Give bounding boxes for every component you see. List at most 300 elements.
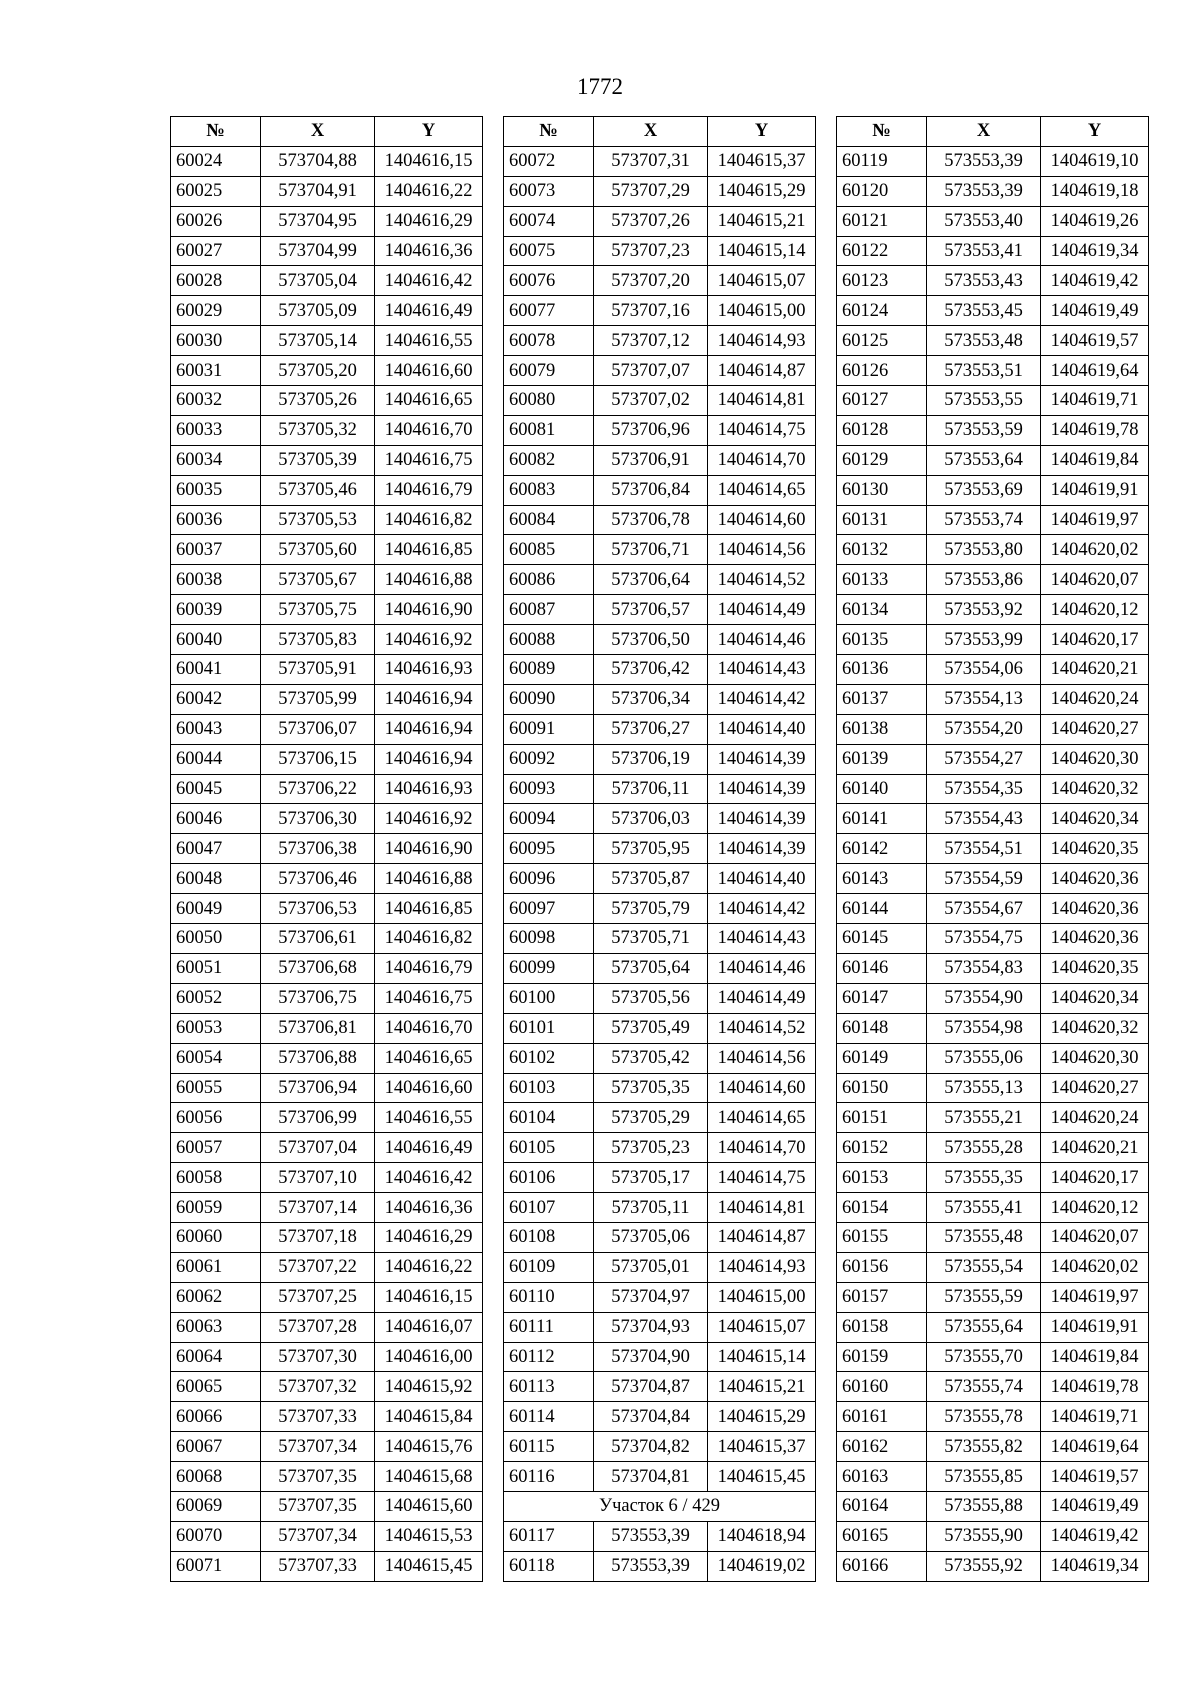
y-coordinate-cell: 1404616,22	[375, 1252, 483, 1282]
table-row	[504, 684, 816, 714]
point-number-cell: 60149	[837, 1043, 927, 1073]
point-number-cell: 60085	[504, 535, 594, 565]
y-coordinate-cell: 1404620,27	[1041, 714, 1149, 744]
page-number: 1772	[577, 74, 623, 99]
y-coordinate-cell: 1404614,93	[708, 1252, 816, 1282]
point-number-cell: 60052	[171, 983, 261, 1013]
y-coordinate-cell: 1404619,71	[1041, 386, 1149, 416]
table-row	[837, 864, 1149, 894]
y-coordinate-cell: 1404616,65	[375, 1043, 483, 1073]
x-coordinate-cell: 573704,99	[261, 236, 375, 266]
x-coordinate-cell: 573705,42	[594, 1043, 708, 1073]
table-row	[504, 445, 816, 475]
point-number-cell: 60097	[504, 894, 594, 924]
y-coordinate-cell: 1404614,39	[708, 804, 816, 834]
y-coordinate-cell: 1404615,84	[375, 1402, 483, 1432]
y-coordinate-cell: 1404619,10	[1041, 146, 1149, 176]
y-coordinate-cell: 1404615,00	[708, 296, 816, 326]
x-coordinate-cell: 573706,22	[261, 774, 375, 804]
x-coordinate-cell: 573707,04	[261, 1133, 375, 1163]
y-coordinate-cell: 1404620,17	[1041, 1163, 1149, 1193]
y-coordinate-cell: 1404614,52	[708, 1013, 816, 1043]
y-coordinate-cell: 1404616,55	[375, 1103, 483, 1133]
table-row	[171, 356, 483, 386]
x-coordinate-cell: 573553,80	[927, 535, 1041, 565]
y-coordinate-cell: 1404614,81	[708, 1193, 816, 1223]
table-row	[837, 625, 1149, 655]
table-row	[837, 236, 1149, 266]
table-row	[504, 1073, 816, 1103]
x-coordinate-cell: 573553,55	[927, 386, 1041, 416]
table-row	[171, 774, 483, 804]
table-row	[837, 744, 1149, 774]
table-row	[837, 1252, 1149, 1282]
y-coordinate-cell: 1404620,30	[1041, 744, 1149, 774]
x-coordinate-cell: 573706,88	[261, 1043, 375, 1073]
table-row	[504, 625, 816, 655]
table-row	[837, 326, 1149, 356]
x-coordinate-cell: 573707,14	[261, 1193, 375, 1223]
y-coordinate-cell: 1404614,87	[708, 356, 816, 386]
table-row	[171, 1402, 483, 1432]
x-coordinate-cell: 573707,20	[594, 266, 708, 296]
point-number-cell: 60058	[171, 1163, 261, 1193]
x-coordinate-cell: 573704,93	[594, 1312, 708, 1342]
y-coordinate-cell: 1404620,02	[1041, 1252, 1149, 1282]
point-number-cell: 60139	[837, 744, 927, 774]
table-row	[504, 296, 816, 326]
y-coordinate-cell: 1404615,92	[375, 1372, 483, 1402]
x-coordinate-cell: 573555,13	[927, 1073, 1041, 1103]
x-coordinate-cell: 573706,38	[261, 834, 375, 864]
x-coordinate-cell: 573705,87	[594, 864, 708, 894]
point-number-cell: 60156	[837, 1252, 927, 1282]
table-row	[837, 1103, 1149, 1133]
header-x: X	[594, 117, 708, 147]
table-row	[171, 924, 483, 954]
point-number-cell: 60157	[837, 1282, 927, 1312]
y-coordinate-cell: 1404616,92	[375, 625, 483, 655]
table-row	[504, 804, 816, 834]
x-coordinate-cell: 573707,12	[594, 326, 708, 356]
coordinates-table-3	[836, 116, 1149, 1582]
x-coordinate-cell: 573706,11	[594, 774, 708, 804]
x-coordinate-cell: 573555,64	[927, 1312, 1041, 1342]
point-number-cell: 60093	[504, 774, 594, 804]
point-number-cell: 60090	[504, 684, 594, 714]
point-number-cell: 60143	[837, 864, 927, 894]
table-row	[171, 1342, 483, 1372]
table-row	[171, 475, 483, 505]
y-coordinate-cell: 1404619,34	[1041, 1551, 1149, 1581]
table-row	[171, 445, 483, 475]
point-number-cell: 60068	[171, 1462, 261, 1492]
table-row	[171, 834, 483, 864]
point-number-cell: 60127	[837, 386, 927, 416]
x-coordinate-cell: 573706,96	[594, 415, 708, 445]
table-row	[171, 146, 483, 176]
point-number-cell: 60059	[171, 1193, 261, 1223]
point-number-cell: 60114	[504, 1402, 594, 1432]
x-coordinate-cell: 573704,95	[261, 206, 375, 236]
table-row	[171, 296, 483, 326]
x-coordinate-cell: 573553,45	[927, 296, 1041, 326]
y-coordinate-cell: 1404616,55	[375, 326, 483, 356]
point-number-cell: 60126	[837, 356, 927, 386]
x-coordinate-cell: 573706,78	[594, 505, 708, 535]
y-coordinate-cell: 1404616,70	[375, 415, 483, 445]
point-number-cell: 60044	[171, 744, 261, 774]
x-coordinate-cell: 573555,06	[927, 1043, 1041, 1073]
y-coordinate-cell: 1404614,52	[708, 565, 816, 595]
x-coordinate-cell: 573555,88	[927, 1491, 1041, 1521]
x-coordinate-cell: 573554,75	[927, 924, 1041, 954]
table-row	[837, 356, 1149, 386]
point-number-cell: 60138	[837, 714, 927, 744]
table-row	[837, 415, 1149, 445]
x-coordinate-cell: 573554,98	[927, 1013, 1041, 1043]
table-row	[504, 1193, 816, 1223]
point-number-cell: 60030	[171, 326, 261, 356]
table-row	[837, 1013, 1149, 1043]
point-number-cell: 60024	[171, 146, 261, 176]
point-number-cell: 60055	[171, 1073, 261, 1103]
table-row	[171, 1432, 483, 1462]
x-coordinate-cell: 573705,95	[594, 834, 708, 864]
y-coordinate-cell: 1404614,39	[708, 774, 816, 804]
point-number-cell: 60033	[171, 415, 261, 445]
point-number-cell: 60121	[837, 206, 927, 236]
x-coordinate-cell: 573554,43	[927, 804, 1041, 834]
table-row	[171, 326, 483, 356]
point-number-cell: 60129	[837, 445, 927, 475]
table-row	[504, 266, 816, 296]
y-coordinate-cell: 1404616,88	[375, 864, 483, 894]
x-coordinate-cell: 573705,91	[261, 655, 375, 685]
x-coordinate-cell: 573707,18	[261, 1222, 375, 1252]
table-row	[837, 1372, 1149, 1402]
point-number-cell: 60122	[837, 236, 927, 266]
table-row	[837, 1222, 1149, 1252]
y-coordinate-cell: 1404620,36	[1041, 894, 1149, 924]
y-coordinate-cell: 1404619,91	[1041, 1312, 1149, 1342]
point-number-cell: 60053	[171, 1013, 261, 1043]
y-coordinate-cell: 1404614,43	[708, 924, 816, 954]
y-coordinate-cell: 1404614,56	[708, 535, 816, 565]
table-row	[837, 475, 1149, 505]
y-coordinate-cell: 1404619,71	[1041, 1402, 1149, 1432]
table-row	[504, 1163, 816, 1193]
y-coordinate-cell: 1404616,00	[375, 1342, 483, 1372]
x-coordinate-cell: 573705,35	[594, 1073, 708, 1103]
point-number-cell: 60096	[504, 864, 594, 894]
point-number-cell: 60165	[837, 1521, 927, 1551]
table-row	[837, 445, 1149, 475]
point-number-cell: 60131	[837, 505, 927, 535]
x-coordinate-cell: 573706,94	[261, 1073, 375, 1103]
point-number-cell: 60137	[837, 684, 927, 714]
x-coordinate-cell: 573705,75	[261, 595, 375, 625]
y-coordinate-cell: 1404616,29	[375, 206, 483, 236]
x-coordinate-cell: 573706,84	[594, 475, 708, 505]
x-coordinate-cell: 573555,70	[927, 1342, 1041, 1372]
table-row	[171, 655, 483, 685]
point-number-cell: 60153	[837, 1163, 927, 1193]
point-number-cell: 60164	[837, 1491, 927, 1521]
y-coordinate-cell: 1404616,92	[375, 804, 483, 834]
table-header-row	[504, 117, 816, 147]
x-coordinate-cell: 573706,42	[594, 655, 708, 685]
point-number-cell: 60073	[504, 176, 594, 206]
point-number-cell: 60120	[837, 176, 927, 206]
point-number-cell: 60038	[171, 565, 261, 595]
y-coordinate-cell: 1404614,60	[708, 505, 816, 535]
point-number-cell: 60148	[837, 1013, 927, 1043]
table-row	[171, 505, 483, 535]
table-row	[504, 1133, 816, 1163]
point-number-cell: 60133	[837, 565, 927, 595]
point-number-cell: 60050	[171, 924, 261, 954]
table-row	[171, 744, 483, 774]
y-coordinate-cell: 1404620,32	[1041, 774, 1149, 804]
table-row	[504, 894, 816, 924]
table-row	[837, 774, 1149, 804]
x-coordinate-cell: 573705,79	[594, 894, 708, 924]
table-row	[504, 535, 816, 565]
table-row	[504, 1342, 816, 1372]
point-number-cell: 60035	[171, 475, 261, 505]
x-coordinate-cell: 573707,22	[261, 1252, 375, 1282]
x-coordinate-cell: 573706,50	[594, 625, 708, 655]
x-coordinate-cell: 573707,32	[261, 1372, 375, 1402]
section-row	[504, 1491, 816, 1521]
y-coordinate-cell: 1404619,97	[1041, 505, 1149, 535]
point-number-cell: 60102	[504, 1043, 594, 1073]
point-number-cell: 60086	[504, 565, 594, 595]
x-coordinate-cell: 573706,57	[594, 595, 708, 625]
table-row	[171, 1133, 483, 1163]
point-number-cell: 60037	[171, 535, 261, 565]
y-coordinate-cell: 1404619,57	[1041, 1462, 1149, 1492]
point-number-cell: 60136	[837, 655, 927, 685]
point-number-cell: 60083	[504, 475, 594, 505]
x-coordinate-cell: 573706,61	[261, 924, 375, 954]
y-coordinate-cell: 1404619,78	[1041, 1372, 1149, 1402]
point-number-cell: 60054	[171, 1043, 261, 1073]
point-number-cell: 60125	[837, 326, 927, 356]
x-coordinate-cell: 573706,34	[594, 684, 708, 714]
point-number-cell: 60130	[837, 475, 927, 505]
point-number-cell: 60065	[171, 1372, 261, 1402]
y-coordinate-cell: 1404616,79	[375, 953, 483, 983]
x-coordinate-cell: 573555,35	[927, 1163, 1041, 1193]
point-number-cell: 60060	[171, 1222, 261, 1252]
y-coordinate-cell: 1404619,42	[1041, 266, 1149, 296]
table-row	[837, 1342, 1149, 1372]
x-coordinate-cell: 573705,29	[594, 1103, 708, 1133]
table-row	[171, 595, 483, 625]
point-number-cell: 60026	[171, 206, 261, 236]
y-coordinate-cell: 1404614,87	[708, 1222, 816, 1252]
x-coordinate-cell: 573553,92	[927, 595, 1041, 625]
x-coordinate-cell: 573554,51	[927, 834, 1041, 864]
y-coordinate-cell: 1404614,40	[708, 714, 816, 744]
point-number-cell: 60075	[504, 236, 594, 266]
table-row	[171, 206, 483, 236]
x-coordinate-cell: 573553,86	[927, 565, 1041, 595]
table-row	[837, 1073, 1149, 1103]
table-row	[837, 1163, 1149, 1193]
table-row	[837, 565, 1149, 595]
table-row	[171, 625, 483, 655]
point-number-cell: 60084	[504, 505, 594, 535]
x-coordinate-cell: 573554,35	[927, 774, 1041, 804]
point-number-cell: 60067	[171, 1432, 261, 1462]
point-number-cell: 60158	[837, 1312, 927, 1342]
table-row	[171, 535, 483, 565]
x-coordinate-cell: 573707,02	[594, 386, 708, 416]
point-number-cell: 60032	[171, 386, 261, 416]
point-number-cell: 60043	[171, 714, 261, 744]
point-number-cell: 60110	[504, 1282, 594, 1312]
table-row	[171, 1491, 483, 1521]
x-coordinate-cell: 573707,10	[261, 1163, 375, 1193]
point-number-cell: 60134	[837, 595, 927, 625]
point-number-cell: 60039	[171, 595, 261, 625]
point-number-cell: 60113	[504, 1372, 594, 1402]
x-coordinate-cell: 573554,06	[927, 655, 1041, 685]
y-coordinate-cell: 1404616,90	[375, 595, 483, 625]
x-coordinate-cell: 573553,43	[927, 266, 1041, 296]
point-number-cell: 60047	[171, 834, 261, 864]
y-coordinate-cell: 1404620,32	[1041, 1013, 1149, 1043]
coordinates-table-1	[170, 116, 483, 1582]
x-coordinate-cell: 573553,69	[927, 475, 1041, 505]
x-coordinate-cell: 573705,60	[261, 535, 375, 565]
y-coordinate-cell: 1404614,65	[708, 1103, 816, 1133]
table-row	[504, 1103, 816, 1133]
x-coordinate-cell: 573706,81	[261, 1013, 375, 1043]
table-row	[171, 1282, 483, 1312]
y-coordinate-cell: 1404615,29	[708, 176, 816, 206]
y-coordinate-cell: 1404614,49	[708, 983, 816, 1013]
point-number-cell: 60051	[171, 953, 261, 983]
point-number-cell: 60079	[504, 356, 594, 386]
y-coordinate-cell: 1404620,07	[1041, 1222, 1149, 1252]
point-number-cell: 60135	[837, 625, 927, 655]
point-number-cell: 60154	[837, 1193, 927, 1223]
table-row	[171, 1013, 483, 1043]
x-coordinate-cell: 573555,21	[927, 1103, 1041, 1133]
y-coordinate-cell: 1404616,93	[375, 655, 483, 685]
y-coordinate-cell: 1404614,42	[708, 684, 816, 714]
point-number-cell: 60101	[504, 1013, 594, 1043]
table-row	[504, 415, 816, 445]
point-number-cell: 60108	[504, 1222, 594, 1252]
section-label: Участок 6 / 429	[504, 1491, 816, 1521]
y-coordinate-cell: 1404620,21	[1041, 1133, 1149, 1163]
x-coordinate-cell: 573706,64	[594, 565, 708, 595]
y-coordinate-cell: 1404616,42	[375, 266, 483, 296]
table-row	[171, 236, 483, 266]
point-number-cell: 60159	[837, 1342, 927, 1372]
y-coordinate-cell: 1404619,02	[708, 1551, 816, 1581]
point-number-cell: 60099	[504, 953, 594, 983]
point-number-cell: 60147	[837, 983, 927, 1013]
header-num: №	[504, 117, 594, 147]
y-coordinate-cell: 1404614,46	[708, 625, 816, 655]
point-number-cell: 60103	[504, 1073, 594, 1103]
point-number-cell: 60066	[171, 1402, 261, 1432]
y-coordinate-cell: 1404616,94	[375, 714, 483, 744]
point-number-cell: 60106	[504, 1163, 594, 1193]
point-number-cell: 60142	[837, 834, 927, 864]
table-row	[171, 565, 483, 595]
x-coordinate-cell: 573555,92	[927, 1551, 1041, 1581]
table-row	[837, 266, 1149, 296]
point-number-cell: 60118	[504, 1551, 594, 1581]
table-row	[837, 1312, 1149, 1342]
x-coordinate-cell: 573706,07	[261, 714, 375, 744]
y-coordinate-cell: 1404615,60	[375, 1491, 483, 1521]
table-row	[171, 953, 483, 983]
y-coordinate-cell: 1404620,27	[1041, 1073, 1149, 1103]
y-coordinate-cell: 1404615,45	[708, 1462, 816, 1492]
point-number-cell: 60152	[837, 1133, 927, 1163]
table-row	[171, 386, 483, 416]
table-row	[837, 386, 1149, 416]
x-coordinate-cell: 573555,74	[927, 1372, 1041, 1402]
x-coordinate-cell: 573555,82	[927, 1432, 1041, 1462]
y-coordinate-cell: 1404620,30	[1041, 1043, 1149, 1073]
table-row	[504, 744, 816, 774]
y-coordinate-cell: 1404619,42	[1041, 1521, 1149, 1551]
table-row	[837, 1432, 1149, 1462]
x-coordinate-cell: 573555,28	[927, 1133, 1041, 1163]
y-coordinate-cell: 1404616,07	[375, 1312, 483, 1342]
y-coordinate-cell: 1404620,12	[1041, 595, 1149, 625]
x-coordinate-cell: 573705,09	[261, 296, 375, 326]
y-coordinate-cell: 1404616,15	[375, 1282, 483, 1312]
y-coordinate-cell: 1404615,21	[708, 1372, 816, 1402]
point-number-cell: 60036	[171, 505, 261, 535]
table-row	[504, 864, 816, 894]
table-row	[504, 655, 816, 685]
y-coordinate-cell: 1404620,07	[1041, 565, 1149, 595]
y-coordinate-cell: 1404616,75	[375, 983, 483, 1013]
table-row	[837, 146, 1149, 176]
table-row	[504, 326, 816, 356]
x-coordinate-cell: 573553,59	[927, 415, 1041, 445]
header-y: Y	[708, 117, 816, 147]
point-number-cell: 60078	[504, 326, 594, 356]
table-row	[504, 595, 816, 625]
x-coordinate-cell: 573707,29	[594, 176, 708, 206]
table-row	[837, 1282, 1149, 1312]
y-coordinate-cell: 1404615,00	[708, 1282, 816, 1312]
y-coordinate-cell: 1404620,35	[1041, 834, 1149, 864]
x-coordinate-cell: 573554,83	[927, 953, 1041, 983]
point-number-cell: 60105	[504, 1133, 594, 1163]
y-coordinate-cell: 1404616,15	[375, 146, 483, 176]
x-coordinate-cell: 573555,48	[927, 1222, 1041, 1252]
point-number-cell: 60150	[837, 1073, 927, 1103]
table-row	[837, 206, 1149, 236]
x-coordinate-cell: 573706,75	[261, 983, 375, 1013]
y-coordinate-cell: 1404619,78	[1041, 415, 1149, 445]
y-coordinate-cell: 1404614,70	[708, 1133, 816, 1163]
table-row	[837, 505, 1149, 535]
